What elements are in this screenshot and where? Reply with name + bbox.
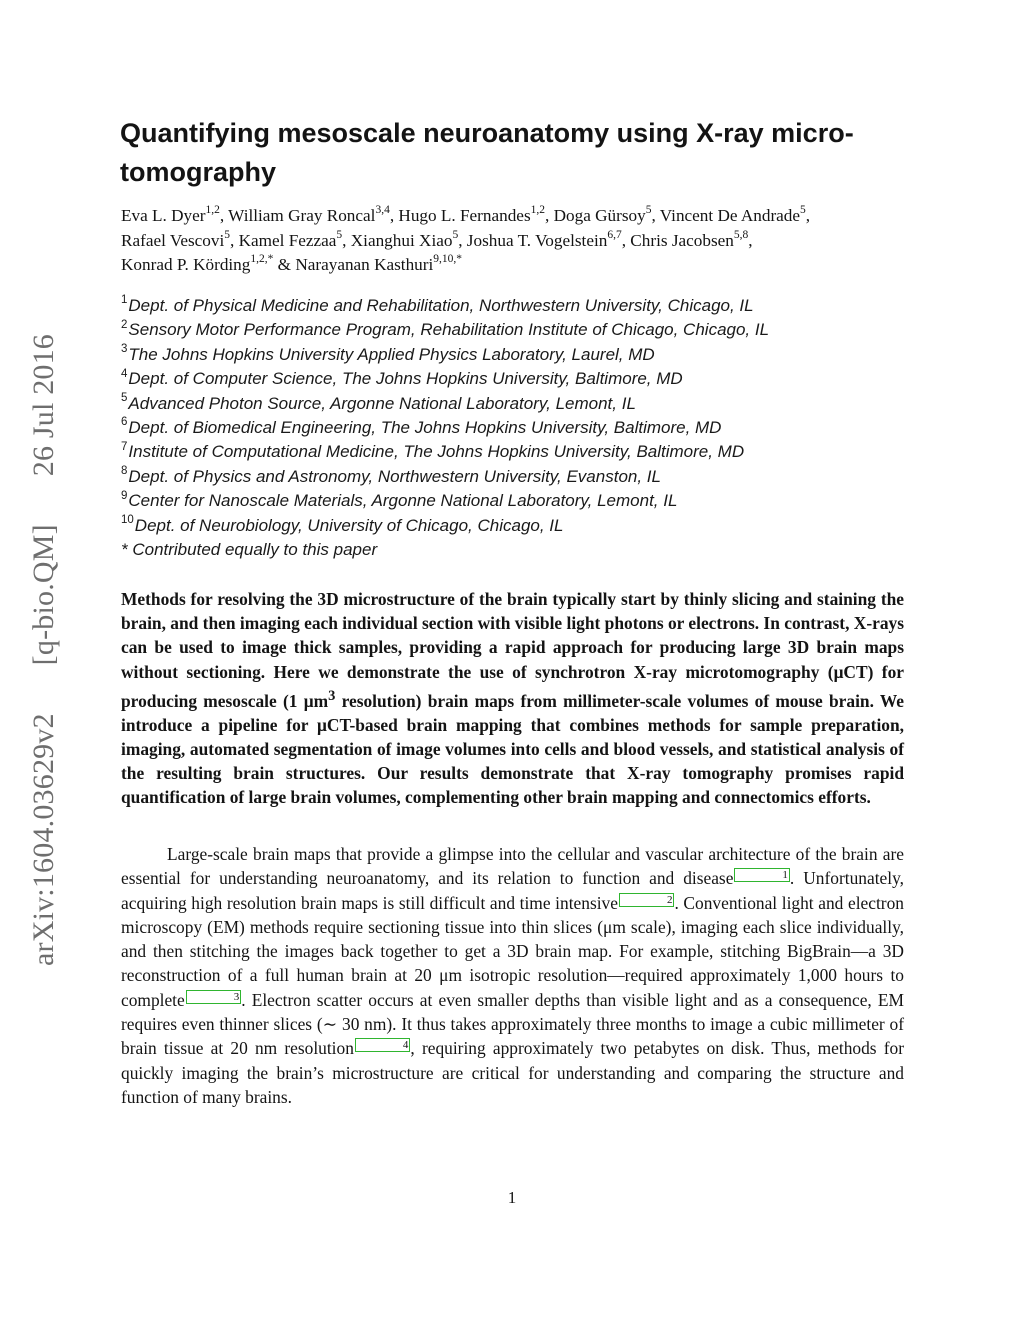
author: Doga Gürsoy$^5$ — [553, 204, 652, 225]
author: Xianghui Xiao$^5$ — [350, 228, 459, 250]
author: Eva L. Dyer$^{1,2}$ — [121, 204, 220, 225]
arxiv-stamp — [24, 334, 64, 966]
citation-link[interactable]: 2 — [619, 893, 675, 907]
author: William Gray Roncal$^{3,4}$ — [228, 204, 390, 225]
author: Hugo L. Fernandes$^{1,2}$ — [398, 204, 546, 225]
abstract: Methods for resolving the 3D microstructure of the brain typically start by thinly slicing and staining the brain, and then imaging each individual section with visible light photons or electrons. In contrast, X-rays can be used to image thick samples, providing a rapid approach for producing large 3D brain maps without sectioning. Here we demonstrate the use of synchrotron X-ray microtomography (μCT) for producing mesoscale (1 $\mu m^3$ resolution) brain maps from millimeter-scale volumes of mouse brain. We introduce a pipeline for μCT-based brain mapping that combines methods for sample preparation, imaging, automated segmentation of image volumes into cells and blood vessels, and statistical analysis of the resulting brain structures. Our results demonstrate that X-ray tomography promises rapid quantification of large brain volumes, complementing other brain mapping and connectomics efforts. — [121, 589, 905, 808]
affiliation-item: $^5$Advanced Photon Source, Argonne National Laboratory, Lemont, IL — [121, 391, 636, 413]
author: Vincent De Andrade$^5$ — [659, 204, 806, 225]
affiliation-list — [121, 294, 921, 562]
author: Kamel Fezzaa$^5$ — [238, 228, 343, 250]
affiliation-item: $^6$Dept. of Biomedical Engineering, The Johns Hopkins University, Baltimore, MD — [121, 416, 722, 438]
author: Rafael Vescovi$^5$ — [121, 228, 230, 250]
citation-link[interactable]: 3 — [186, 990, 242, 1004]
affiliation-item: $^3$The Johns Hopkins University Applied Physics Laboratory, Laurel, MD — [121, 343, 655, 364]
author: Narayanan Kasthuri$^{9,10,*}$ — [295, 253, 463, 274]
citation-link[interactable]: 4 — [355, 1038, 411, 1052]
arxiv-identifier: arXiv:1604.03629v2 — [27, 713, 60, 966]
citation-link[interactable]: 1 — [734, 868, 790, 882]
affiliation-item: $^7$Institute of Computational Medicine, The Johns Hopkins University, Baltimore, MD — [121, 440, 745, 462]
arxiv-date: 26 Jul 2016 — [27, 334, 60, 477]
affiliation-item: $^1$Dept. of Physical Medicine and Rehabilitation, Northwestern University, Chicago, IL — [121, 294, 754, 315]
affiliation-item: $^2$Sensory Motor Performance Program, Rehabilitation Institute of Chicago, Chicago, IL — [121, 318, 770, 340]
author: Chris Jacobsen$^{5,8}$ — [630, 228, 749, 250]
author-list: Eva L. Dyer$^{1,2}$, William Gray Roncal$^{3,4}$, Hugo L. Fernandes$^{1,2}$, Doga Gürsoy$^5$, Vincent De Andrade$^5$, Rafael Vescovi$^5$, Kamel Fezzaa$^5$, Xianghui Xiao$^5$, Joshua T. Vogelstein$^{6,7}$, Chris Jacobsen$^{5,8}$, Konrad P. Körding$^{1,2,*}$ & Narayanan Kasthuri$^{9,10,*}$ — [121, 204, 811, 274]
equal-contribution-note: * Contributed equally to this paper — [121, 540, 378, 560]
author: Konrad P. Körding$^{1,2,*}$ — [121, 253, 274, 274]
affiliation-item: $^8$Dept. of Physics and Astronomy, Northwestern University, Evanston, IL — [121, 465, 661, 486]
arxiv-category: [q-bio.QM] — [27, 524, 60, 666]
body-paragraph: Large-scale brain maps that provide a glimpse into the cellular and vascular architecture of the brain are essential for understanding neuroanatomy, and its relation to function and disease 1 . Unfortunately, acquiring high resolution brain maps is still difficult and time intensive 2 . Conventional light and electron microscopy (EM) methods require sectioning tissue into thin slices (μm scale), imaging each slice individually, and then stitching the images back together to get a 3D brain map. For example, stitching BigBrain—a 3D reconstruction of a full human brain at 20 μm isotropic resolution—required approximately 1,000 hours to complete 3 . Electron scatter occurs at even smaller depths than visible light and as a consequence, EM requires even thinner slices (∼ 30 nm). It thus takes approximately three months to image a cubic millimeter of brain tissue at 20 nm resolution 4 , requiring approximately two petabytes on disk. Thus, methods for quickly imaging the brain’s microstructure are critical for understanding and comparing the structure and function of many brains. — [121, 844, 904, 1107]
page-number: 1 — [507, 1188, 517, 1207]
affiliation-item: $^{10}$Dept. of Neurobiology, University of Chicago, Chicago, IL — [121, 514, 564, 535]
author: Joshua T. Vogelstein$^{6,7}$ — [466, 228, 622, 250]
affiliation-item: $^9$Center for Nanoscale Materials, Argonne National Laboratory, Lemont, IL — [121, 489, 678, 511]
paper-title: Quantifying mesoscale neuroanatomy using X-ray micro-tomography — [120, 118, 854, 187]
affiliation-item: $^4$Dept. of Computer Science, The Johns Hopkins University, Baltimore, MD — [121, 367, 683, 389]
